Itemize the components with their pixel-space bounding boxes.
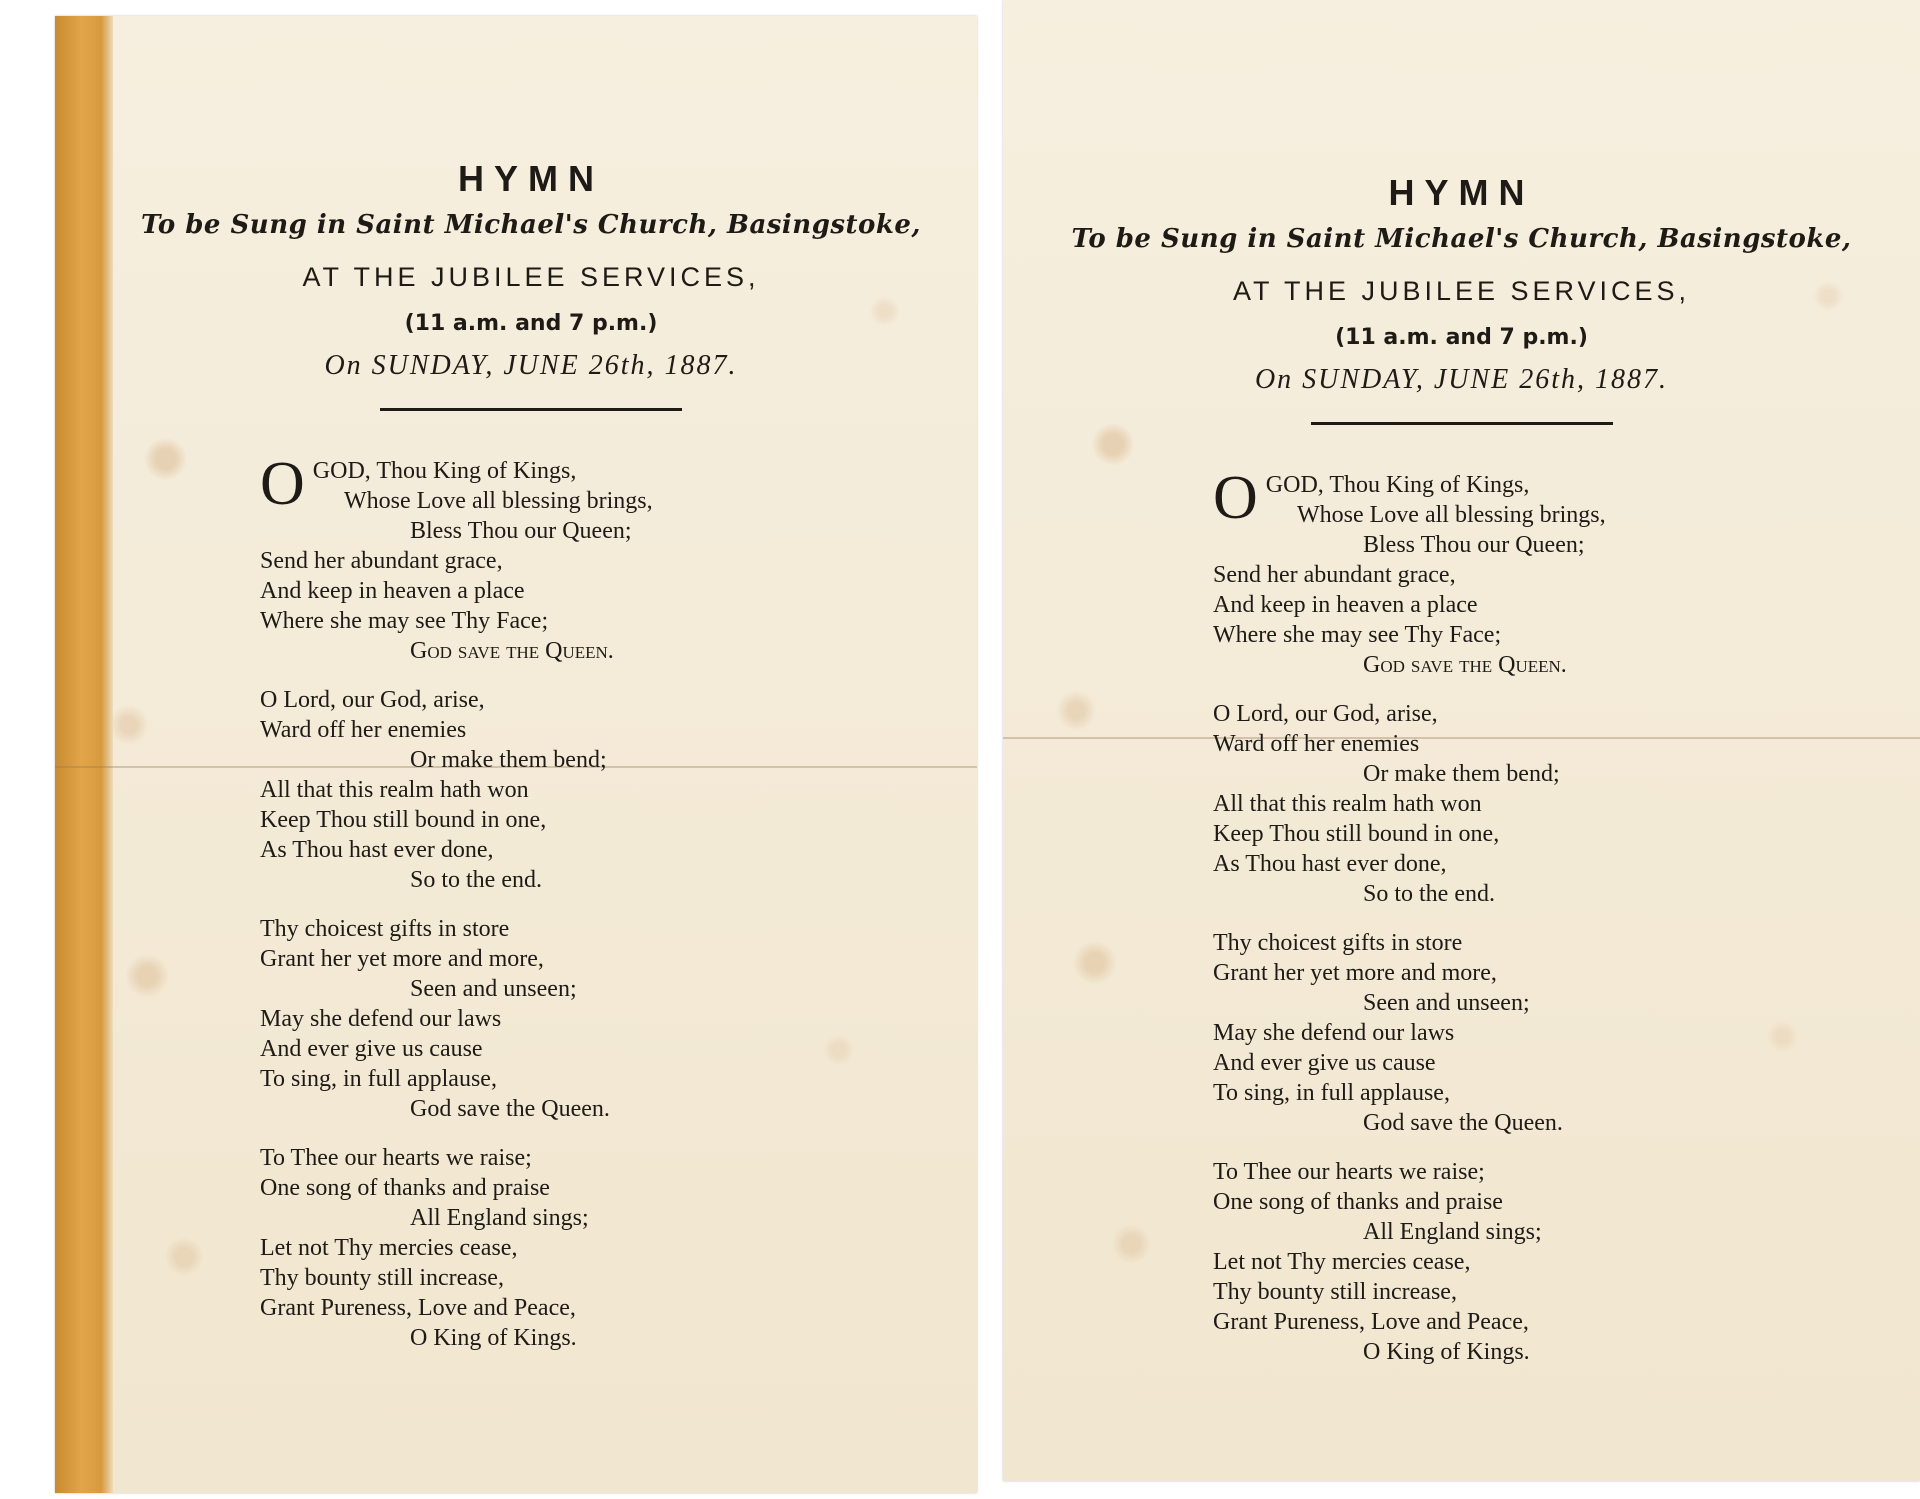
verse-line: O King of Kings. (1363, 1339, 1530, 1365)
hymn-sheet-left (55, 16, 977, 1493)
stanza-3 (1213, 928, 1606, 1138)
verse-line: Send her abundant grace, (1213, 562, 1456, 588)
verse-line: Seen and unseen; (1363, 990, 1530, 1016)
hymn-sheet-right (1003, 0, 1920, 1481)
stanza-1 (1213, 464, 1606, 680)
services-line: AT THE JUBILEE SERVICES, (302, 262, 760, 292)
verse-line: Let not Thy mercies cease, (260, 1235, 518, 1261)
verse-line: All England sings; (1363, 1219, 1542, 1245)
header-block (1003, 172, 1920, 425)
verse-line: All that this realm hath won (1213, 791, 1482, 817)
verse-line: GOD, Thou King of Kings, (312, 458, 577, 484)
stanza-4 (260, 1143, 653, 1353)
verse-line: God save the Queen. (410, 1096, 610, 1122)
verse-line: So to the end. (1363, 881, 1495, 907)
verse-line: Bless Thou our Queen; (410, 518, 632, 544)
verse-line: To Thee our hearts we raise; (260, 1145, 532, 1171)
verse-line: So to the end. (410, 867, 542, 893)
hymn-text (260, 450, 653, 1353)
verse-line: Keep Thou still bound in one, (1213, 821, 1500, 847)
verse-line: May she defend our laws (260, 1006, 502, 1032)
verse-line: Or make them bend; (410, 747, 607, 773)
verse-line: O King of Kings. (410, 1325, 577, 1351)
verse-line: Where she may see Thy Face; (260, 608, 549, 634)
hymn-text (1213, 464, 1606, 1367)
verse-line: God save the Queen. (1363, 652, 1567, 678)
verse-line: Let not Thy mercies cease, (1213, 1249, 1471, 1275)
verse-line: God save the Queen. (410, 638, 614, 664)
title-rule (380, 408, 682, 411)
verse-line: Where she may see Thy Face; (1213, 622, 1502, 648)
verse-line: God save the Queen. (1363, 1110, 1563, 1136)
verse-line: Thy bounty still increase, (260, 1265, 504, 1291)
stanza-3 (260, 914, 653, 1124)
verse-line: Grant her yet more and more, (260, 946, 544, 972)
verse-line: O Lord, our God, arise, (1213, 701, 1438, 727)
verse-line: All England sings; (410, 1205, 589, 1231)
verse-line: And keep in heaven a place (260, 578, 525, 604)
services-line: AT THE JUBILEE SERVICES, (1232, 276, 1691, 306)
verse-line: Whose Love all blessing brings, (1297, 502, 1606, 528)
times-line: (11 a.m. and 7 p.m.) (1335, 325, 1588, 350)
times-line: (11 a.m. and 7 p.m.) (404, 311, 658, 336)
verse-line: GOD, Thou King of Kings, (1265, 472, 1530, 498)
header-block (55, 158, 977, 411)
verse-line: As Thou hast ever done, (260, 837, 494, 863)
verse-line: And keep in heaven a place (1213, 592, 1478, 618)
verse-line: Grant her yet more and more, (1213, 960, 1497, 986)
date-line: On SUNDAY, JUNE 26th, 1887. (324, 350, 738, 381)
verse-line: Send her abundant grace, (260, 548, 503, 574)
verse-line: Thy bounty still increase, (1213, 1279, 1457, 1305)
church-line: To be Sung in Saint Michael's Church, Basingstoke, (140, 210, 921, 240)
stanza-1 (260, 450, 653, 666)
verse-line: Ward off her enemies (1213, 731, 1420, 757)
stanza-2 (1213, 699, 1606, 909)
verse-line: To Thee our hearts we raise; (1213, 1159, 1485, 1185)
verse-line: Grant Pureness, Love and Peace, (260, 1295, 576, 1321)
church-line: To be Sung in Saint Michael's Church, Basingstoke, (1071, 224, 1852, 254)
verse-line: And ever give us cause (1213, 1050, 1436, 1076)
date-line: On SUNDAY, JUNE 26th, 1887. (1254, 364, 1669, 395)
hymn-title: HYMN (1388, 172, 1535, 213)
title-rule (1311, 422, 1613, 425)
verse-line: Or make them bend; (1363, 761, 1560, 787)
verse-line: Ward off her enemies (260, 717, 467, 743)
verse-line: Seen and unseen; (410, 976, 577, 1002)
verse-line: Thy choicest gifts in store (260, 916, 510, 942)
hymn-title: HYMN (458, 158, 604, 199)
verse-line: May she defend our laws (1213, 1020, 1455, 1046)
verse-line: To sing, in full applause, (260, 1066, 497, 1092)
verse-line: One song of thanks and praise (260, 1175, 550, 1201)
verse-line: Whose Love all blessing brings, (344, 488, 653, 514)
stanza-2 (260, 685, 653, 895)
verse-line: To sing, in full applause, (1213, 1080, 1450, 1106)
verse-line: Keep Thou still bound in one, (260, 807, 547, 833)
verse-line: Grant Pureness, Love and Peace, (1213, 1309, 1529, 1335)
drop-cap: O (260, 450, 305, 518)
verse-line: Thy choicest gifts in store (1213, 930, 1463, 956)
drop-cap: O (1213, 464, 1258, 532)
stanza-4 (1213, 1157, 1606, 1367)
verse-line: O Lord, our God, arise, (260, 687, 485, 713)
verse-line: As Thou hast ever done, (1213, 851, 1447, 877)
verse-line: And ever give us cause (260, 1036, 483, 1062)
verse-line: All that this realm hath won (260, 777, 529, 803)
verse-line: Bless Thou our Queen; (1363, 532, 1585, 558)
verse-line: One song of thanks and praise (1213, 1189, 1503, 1215)
